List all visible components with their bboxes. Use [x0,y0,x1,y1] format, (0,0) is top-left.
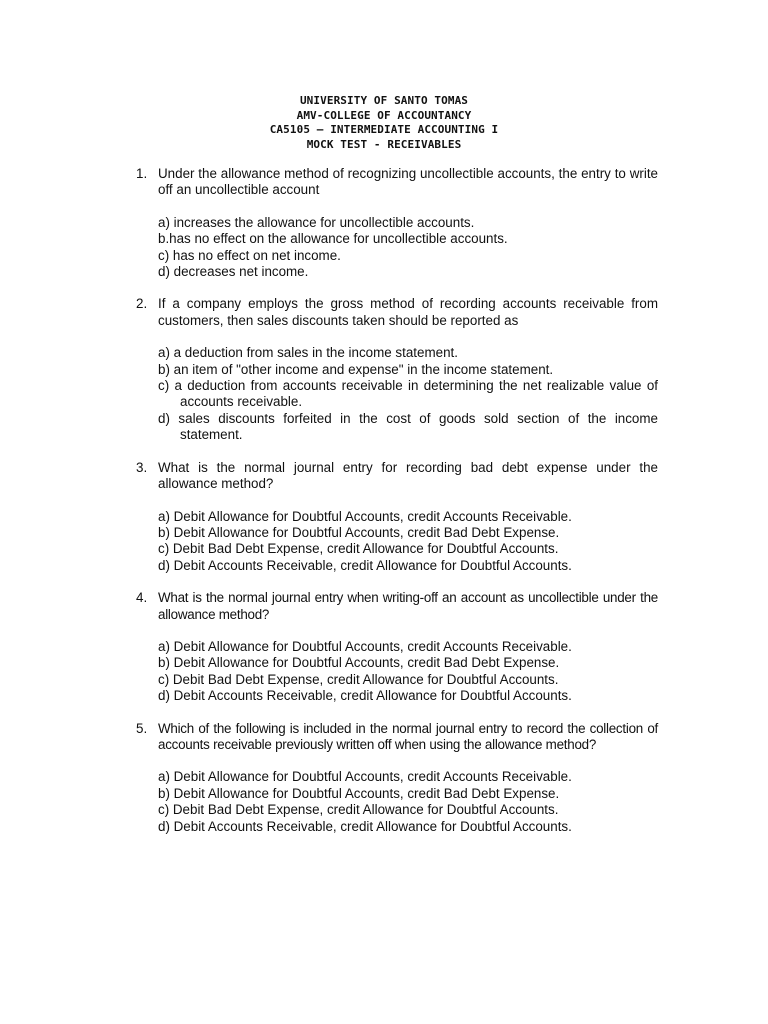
question-stem: Which of the following is included in the normal journal entry to record the collection of accounts receivable previously written off when using the allowance method? [158,720,658,752]
question-3 [136,460,658,574]
question-5 [136,721,658,835]
course-title: CA5105 – INTERMEDIATE ACCOUNTING I [269,123,499,136]
question-stem: What is the normal journal entry for recording bad debt expense under the allowance method? [158,459,658,492]
question-number: 3. [136,459,148,475]
option-d: d) Debit Accounts Receivable, credit Allowance for Doubtful Accounts. [158,557,572,573]
option-c: c) a deduction from accounts receivable in determining the net realizable value of accounts receivable. [158,378,658,410]
question-stem: Under the allowance method of recognizing uncollectible accounts, the entry to write off an uncollectible account [158,166,658,198]
option-a: a) a deduction from sales in the income statement. [158,345,458,361]
option-b: b) an item of "other income and expense" in the income statement. [158,361,554,377]
option-list [158,215,658,281]
question-4 [136,590,658,704]
question-1 [136,166,658,280]
option-b: b) Debit Allowance for Doubtful Accounts, credit Bad Debt Expense. [158,655,560,671]
option-list [158,509,658,575]
option-b: b) Debit Allowance for Doubtful Accounts, credit Bad Debt Expense. [158,785,560,801]
option-d: d) decreases net income. [158,264,309,280]
option-c: c) Debit Bad Debt Expense, credit Allowance for Doubtful Accounts. [158,541,559,557]
question-number: 4. [136,590,148,606]
option-b: b) Debit Allowance for Doubtful Accounts, credit Bad Debt Expense. [158,524,560,540]
question-2 [136,296,658,443]
option-c: c) Debit Bad Debt Expense, credit Allowance for Doubtful Accounts. [158,671,559,687]
option-list [158,769,658,835]
question-number: 5. [136,720,148,736]
question-number: 2. [136,296,148,312]
question-stem: If a company employs the gross method of recording accounts receivable from customers, then sales discounts taken should be reported as [158,296,658,328]
option-list [158,345,658,443]
document-header [0,94,768,152]
option-d: d) Debit Accounts Receivable, credit Allowance for Doubtful Accounts. [158,688,572,704]
question-number: 1. [136,166,148,181]
college-name: AMV-COLLEGE OF ACCOUNTANCY [296,108,472,122]
question-list [136,166,658,851]
option-d: d) sales discounts forfeited in the cost of goods sold section of the income statement. [158,410,658,443]
question-stem: What is the normal journal entry when writing-off an account as uncollectible under the allowance method? [158,590,658,622]
option-d: d) Debit Accounts Receivable, credit Allowance for Doubtful Accounts. [158,818,572,834]
option-a: a) increases the allowance for uncollectible accounts. [158,214,475,230]
university-name: UNIVERSITY OF SANTO TOMAS [299,94,469,107]
option-b: b.has no effect on the allowance for uncollectible accounts. [158,231,508,247]
option-list [158,639,658,705]
option-c: c) has no effect on net income. [158,247,341,263]
option-a: a) Debit Allowance for Doubtful Accounts, credit Accounts Receivable. [158,638,572,654]
option-a: a) Debit Allowance for Doubtful Accounts, credit Accounts Receivable. [158,508,572,524]
test-title: MOCK TEST - RECEIVABLES [306,137,462,151]
option-a: a) Debit Allowance for Doubtful Accounts, credit Accounts Receivable. [158,769,572,785]
option-c: c) Debit Bad Debt Expense, credit Allowance for Doubtful Accounts. [158,802,559,818]
